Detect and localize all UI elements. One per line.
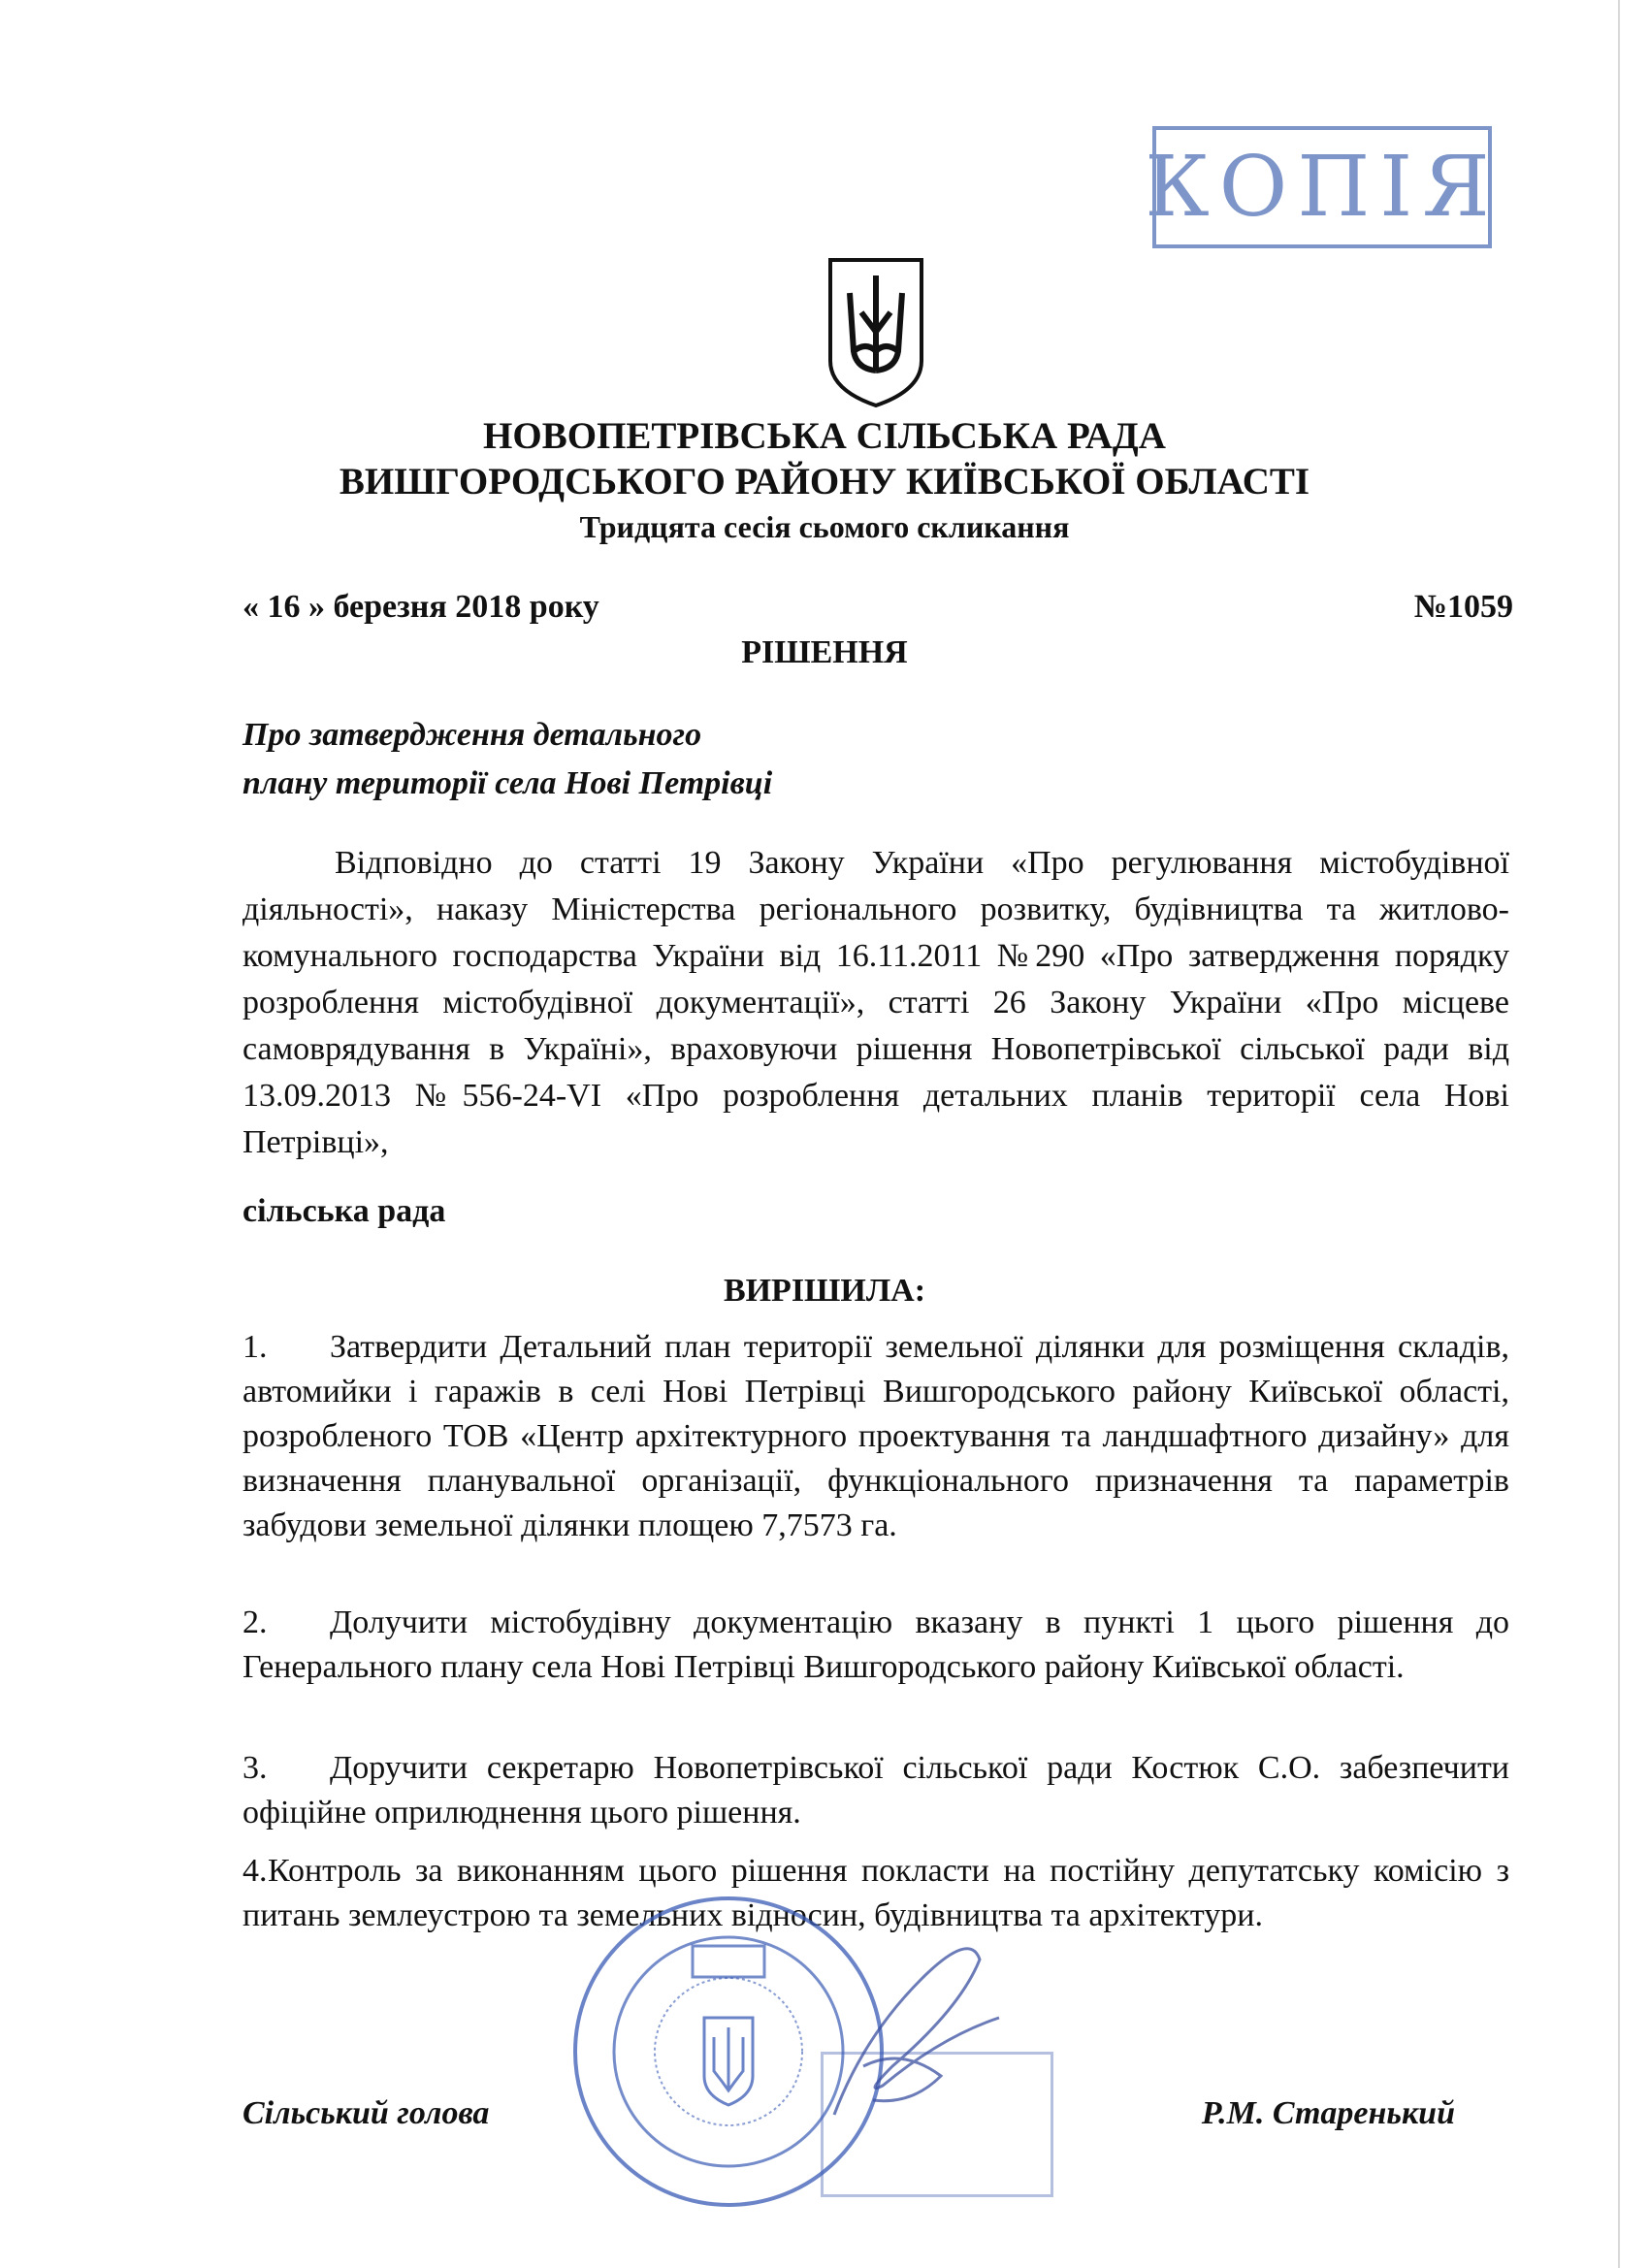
item-text: Долучити містобудівну документацію вказану в пункті 1 цього рішення до Генерального плану села Нові Петрівці Вишгородського району Київської області. xyxy=(242,1604,1509,1685)
resolved-heading: ВИРІШИЛА: xyxy=(723,1273,926,1309)
resolution-item xyxy=(242,1325,1509,1548)
item-number: 3. xyxy=(242,1750,268,1786)
resolution-item xyxy=(242,1746,1509,1835)
subject-line-1: Про затвердження детального xyxy=(242,717,702,753)
decision-date: « 16 » березня 2018 року xyxy=(242,589,599,625)
subject-line-2: плану території села Нові Петрівці xyxy=(242,765,773,801)
signatory-title: Сільський голова xyxy=(242,2095,490,2131)
council-name: НОВОПЕТРІВСЬКА СІЛЬСЬКА РАДА xyxy=(483,415,1166,457)
page-edge xyxy=(1618,0,1620,2268)
handwritten-signature xyxy=(805,1921,1018,2134)
decision-number: №1059 xyxy=(1413,589,1513,625)
decision-subject xyxy=(242,711,772,808)
coat-of-arms-icon xyxy=(823,254,929,409)
item-number: 2. xyxy=(242,1604,268,1640)
council-region: ВИШГОРОДСЬКОГО РАЙОНУ КИЇВСЬКОЇ ОБЛАСТІ xyxy=(339,461,1310,502)
item-text: Контроль за виконанням цього рішення покласти на постійну депутатську комісію з питань землеустрою та земельних відносин, будівництва та архітектури. xyxy=(242,1853,1509,1933)
item-text: Затвердити Детальний план території земельної ділянки для розміщення складів, автомийки і гаражів в селі Нові Петрівці Вишгородського району Київської області, розробленого ТОВ «Центр архітектурного проектування та ландшафтного дизайну» для визначення планувальної організації, функціонального призначення та параметрів забудови земельної ділянки площею 7,7573 га. xyxy=(242,1329,1509,1543)
resolution-item xyxy=(242,1601,1509,1690)
item-number: 1. xyxy=(242,1329,268,1365)
council-label: сільська рада xyxy=(242,1193,446,1229)
signatory-name: Р.М. Старенький xyxy=(1201,2095,1455,2131)
session-title: Тридцята сесія сьомого скликання xyxy=(579,509,1070,544)
document-type: РІШЕННЯ xyxy=(741,634,908,670)
copy-stamp: КОПІЯ xyxy=(1152,126,1492,248)
preamble-paragraph: Відповідно до статті 19 Закону України «Про регулювання містобудівної діяльності», наказу Міністерства регіонального розвитку, будівництва та житлово-комунального господарства України від 16.11.2011 №290 «Про затвердження порядку розроблення містобудівної документації», статті 26 Закону України «Про місцеве самоврядування в Україні», враховуючи рішення Новопетрівської сільської ради від 13.09.2013 №556-24-VI «Про розроблення детальних планів території села Нові Петрівці», xyxy=(242,845,1509,1160)
item-text: Доручити секретарю Новопетрівської сільської ради Костюк С.О. забезпечити офіційне оприлюднення цього рішення. xyxy=(242,1750,1509,1831)
item-number: 4. xyxy=(242,1853,268,1889)
